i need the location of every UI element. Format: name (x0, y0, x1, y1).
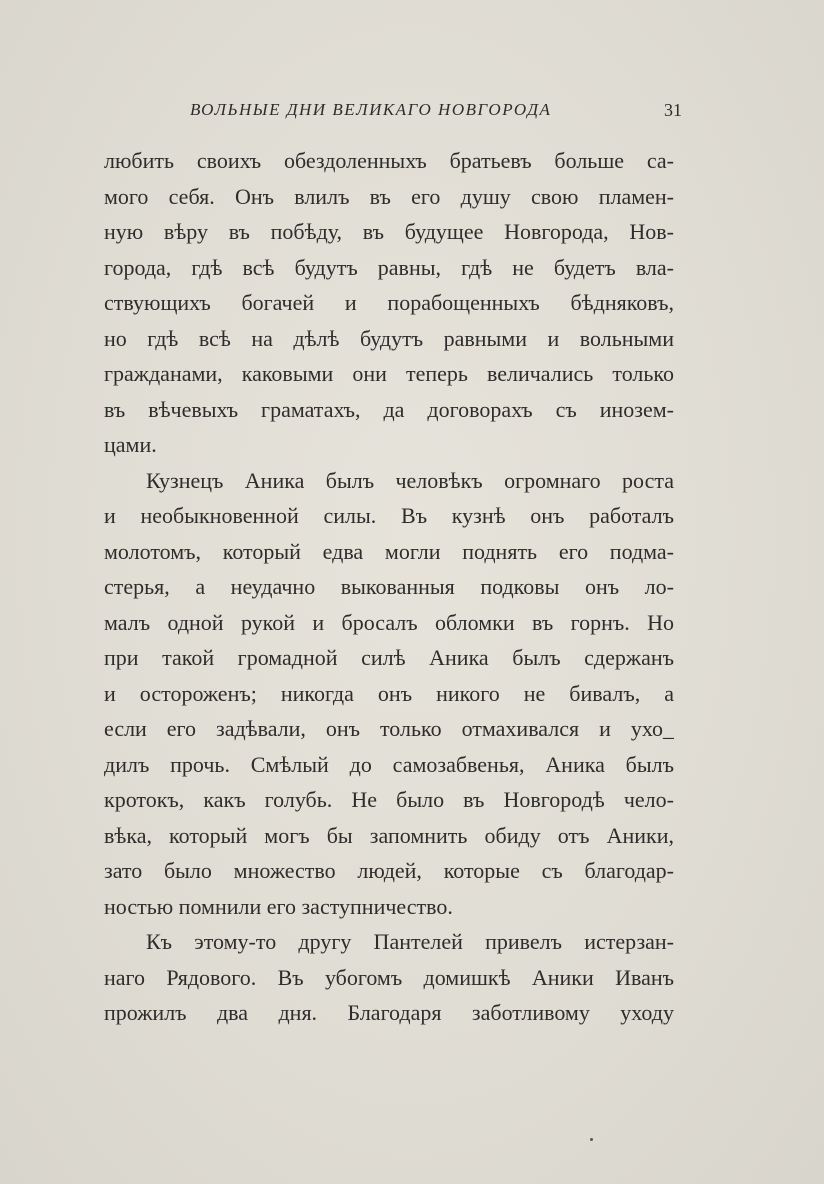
paragraph (104, 143, 674, 463)
paragraph (104, 924, 674, 1031)
text-line: малъ одной рукой и бросалъ обломки въ горнъ. Но (104, 609, 674, 635)
text-line: молотомъ, который едва могли поднять его подма- (104, 538, 674, 564)
text-line: при такой громадной силѣ Аника былъ сдержанъ (104, 645, 674, 670)
text-line: въ вѣчевыхъ граматахъ, да договорахъ съ инозем- (104, 396, 674, 422)
text-line: если его задѣвали, онъ только отмахивался и ухо_ (104, 716, 674, 741)
text-line: гражданами, каковыми они теперь величались только (104, 361, 674, 386)
paper-speck (590, 1138, 593, 1141)
text-line: города, гдѣ всѣ будутъ равны, гдѣ не будетъ вла- (104, 254, 674, 280)
text-line: и необыкновенной силы. Въ кузнѣ онъ работалъ (104, 503, 674, 528)
text-line: ную вѣру въ побѣду, въ будущее Новгорода, Нов- (104, 219, 674, 244)
text-line: любить своихъ обездоленныхъ братьевъ больше са- (104, 148, 674, 173)
body-text (104, 143, 674, 1031)
text-line: Кузнецъ Аника былъ человѣкъ огромнаго роста (146, 467, 674, 493)
text-line: но гдѣ всѣ на дѣлѣ будутъ равными и вольными (104, 325, 674, 351)
text-line: прожилъ два дня. Благодаря заботливому уходу (104, 1000, 674, 1025)
text-line: наго Рядового. Въ убогомъ домишкѣ Аники Иванъ (104, 964, 674, 990)
text-line: мого себя. Онъ влилъ въ его душу свою пламен- (104, 183, 674, 209)
page-number: 31 (664, 100, 682, 120)
text-line: цами. (104, 432, 157, 457)
text-line: Къ этому-то другу Пантелей привелъ истерзан- (146, 929, 674, 954)
text-line: дилъ прочь. Смѣлый до самозабвенья, Аника былъ (104, 751, 674, 777)
text-line: стерья, а неудачно выкованныя подковы онъ ло- (104, 574, 674, 599)
text-line: ствующихъ богачей и порабощенныхъ бѣдняковъ, (104, 290, 674, 315)
text-line: кротокъ, какъ голубь. Не было въ Новгородѣ чело- (104, 787, 674, 812)
text-line: ностью помнили его заступничество. (104, 893, 453, 919)
text-line: вѣка, который могъ бы запомнить обиду отъ Аники, (104, 822, 674, 848)
running-title: ВОЛЬНЫЕ ДНИ ВЕЛИКАГО НОВГОРОДА (190, 100, 552, 119)
text-line: и остороженъ; никогда онъ никого не бивалъ, а (104, 680, 674, 706)
text-line: зато было множество людей, которые съ благодар- (104, 858, 674, 883)
paragraph (104, 463, 674, 925)
